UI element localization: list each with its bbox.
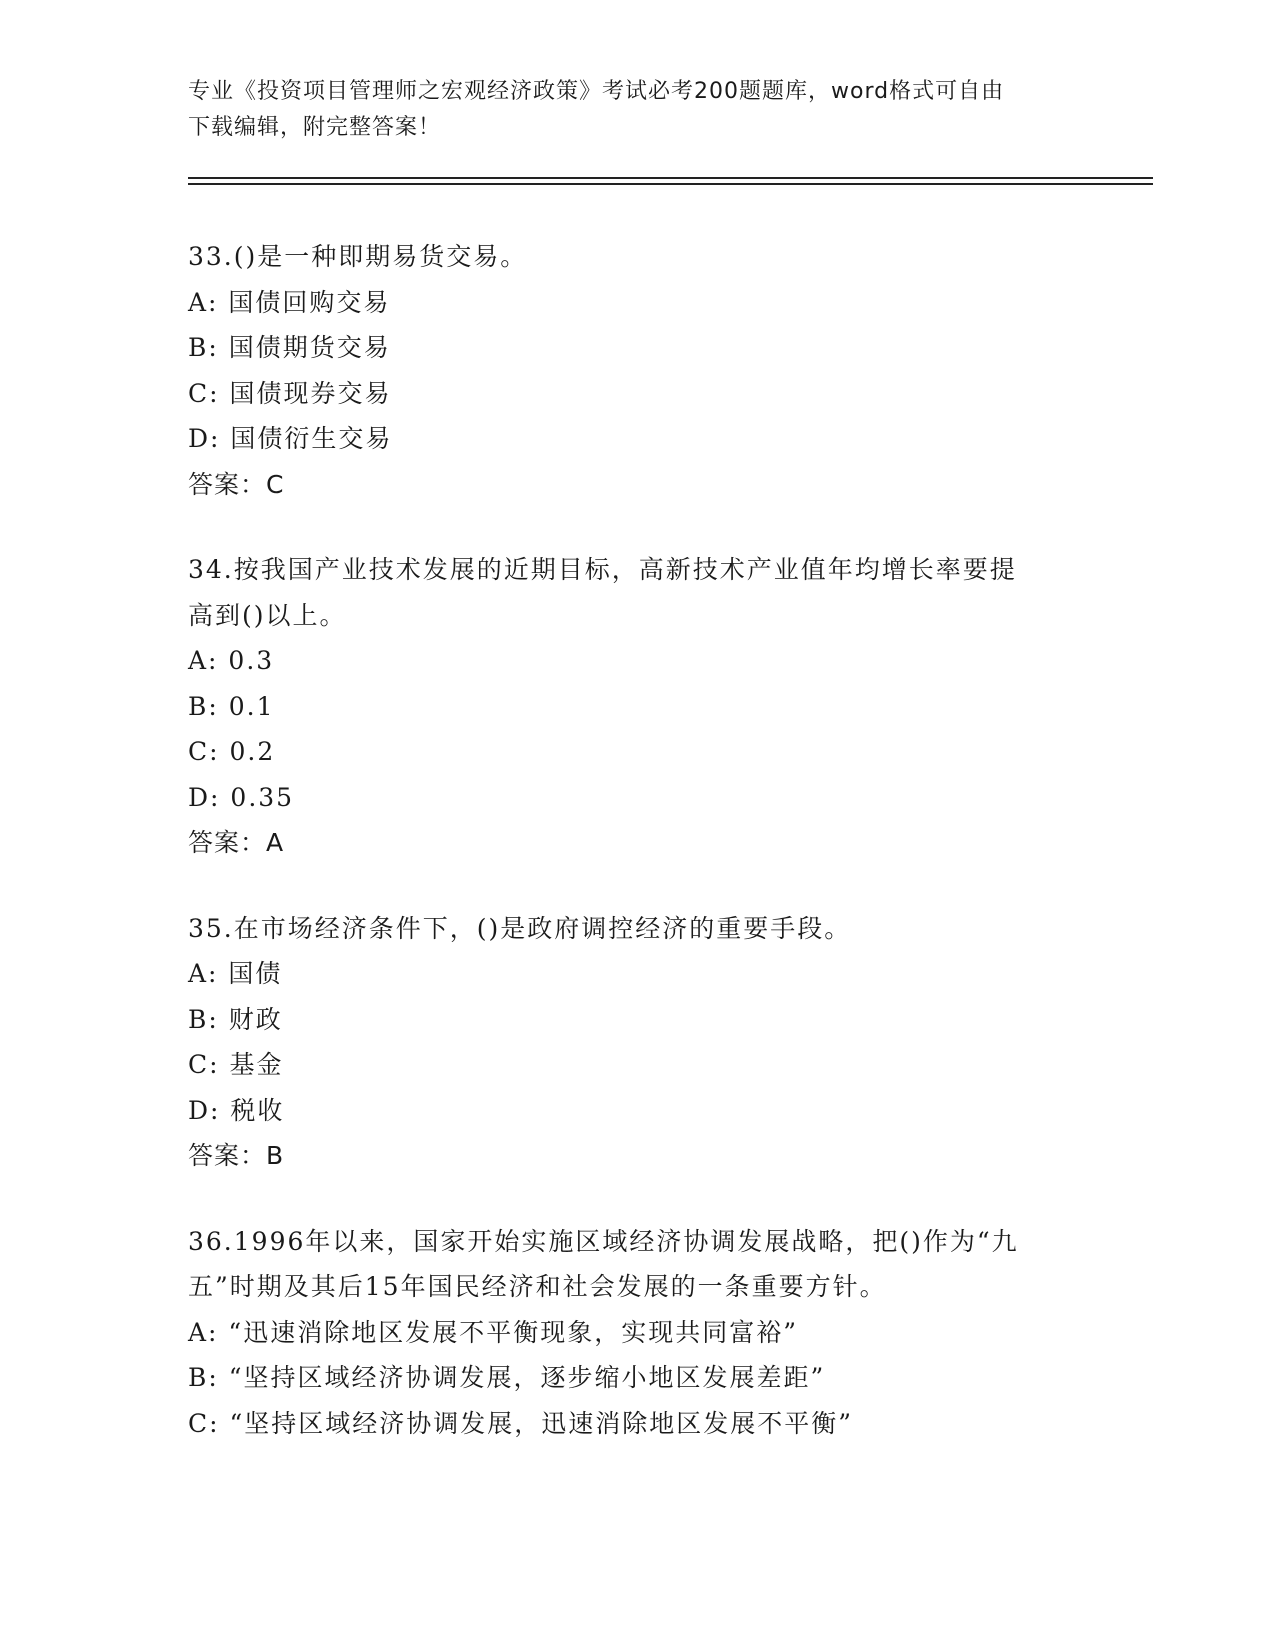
header-divider-bottom bbox=[188, 183, 1153, 185]
document-header bbox=[188, 74, 1088, 146]
option-c: C: 0.2 bbox=[188, 737, 276, 766]
option-c: C: 国债现券交易 bbox=[188, 378, 392, 408]
question-33 bbox=[188, 234, 1088, 507]
question-text-continued: 五”时期及其后15年国民经济和社会发展的一条重要方针。 bbox=[188, 1272, 887, 1301]
option-a: A: 0.3 bbox=[188, 646, 275, 675]
question-text: 34.按我国产业技术发展的近期目标，高新技术产业值年均增长率要提 bbox=[188, 555, 1017, 584]
question-text: 35.在市场经济条件下，()是政府调控经济的重要手段。 bbox=[188, 913, 852, 943]
header-line-2: 下载编辑，附完整答案！ bbox=[188, 115, 442, 140]
header-line-1: 专业《投资项目管理师之宏观经济政策》考试必考200题题库，word格式可自由 bbox=[188, 79, 1005, 104]
question-34 bbox=[188, 547, 1088, 866]
question-text: 33.()是一种即期易货交易。 bbox=[188, 242, 528, 271]
question-35 bbox=[188, 906, 1088, 1179]
question-36 bbox=[188, 1219, 1088, 1447]
answer: 答案：B bbox=[188, 1141, 285, 1170]
option-a: A: 国债 bbox=[188, 959, 283, 988]
option-b: B: 国债期货交易 bbox=[188, 333, 391, 362]
option-b: B: 财政 bbox=[188, 1004, 283, 1034]
question-text: 36.1996年以来，国家开始实施区域经济协调发展战略，把()作为“九 bbox=[188, 1226, 1019, 1256]
option-c: C: “坚持区域经济协调发展，迅速消除地区发展不平衡” bbox=[188, 1408, 854, 1438]
answer: 答案：C bbox=[188, 469, 285, 499]
header-divider-top bbox=[188, 177, 1153, 179]
option-b: B: “坚持区域经济协调发展，逐步缩小地区发展差距” bbox=[188, 1363, 826, 1392]
answer: 答案：A bbox=[188, 828, 285, 857]
option-d: D: 0.35 bbox=[188, 782, 295, 812]
option-d: D: 国债衍生交易 bbox=[188, 424, 393, 453]
question-text-continued: 高到()以上。 bbox=[188, 600, 347, 630]
option-a: A: 国债回购交易 bbox=[188, 287, 391, 317]
option-d: D: 税收 bbox=[188, 1095, 285, 1125]
question-list bbox=[188, 234, 1088, 1486]
option-a: A: “迅速消除地区发展不平衡现象，实现共同富裕” bbox=[188, 1317, 798, 1347]
option-c: C: 基金 bbox=[188, 1050, 284, 1079]
option-b: B: 0.1 bbox=[188, 691, 275, 721]
